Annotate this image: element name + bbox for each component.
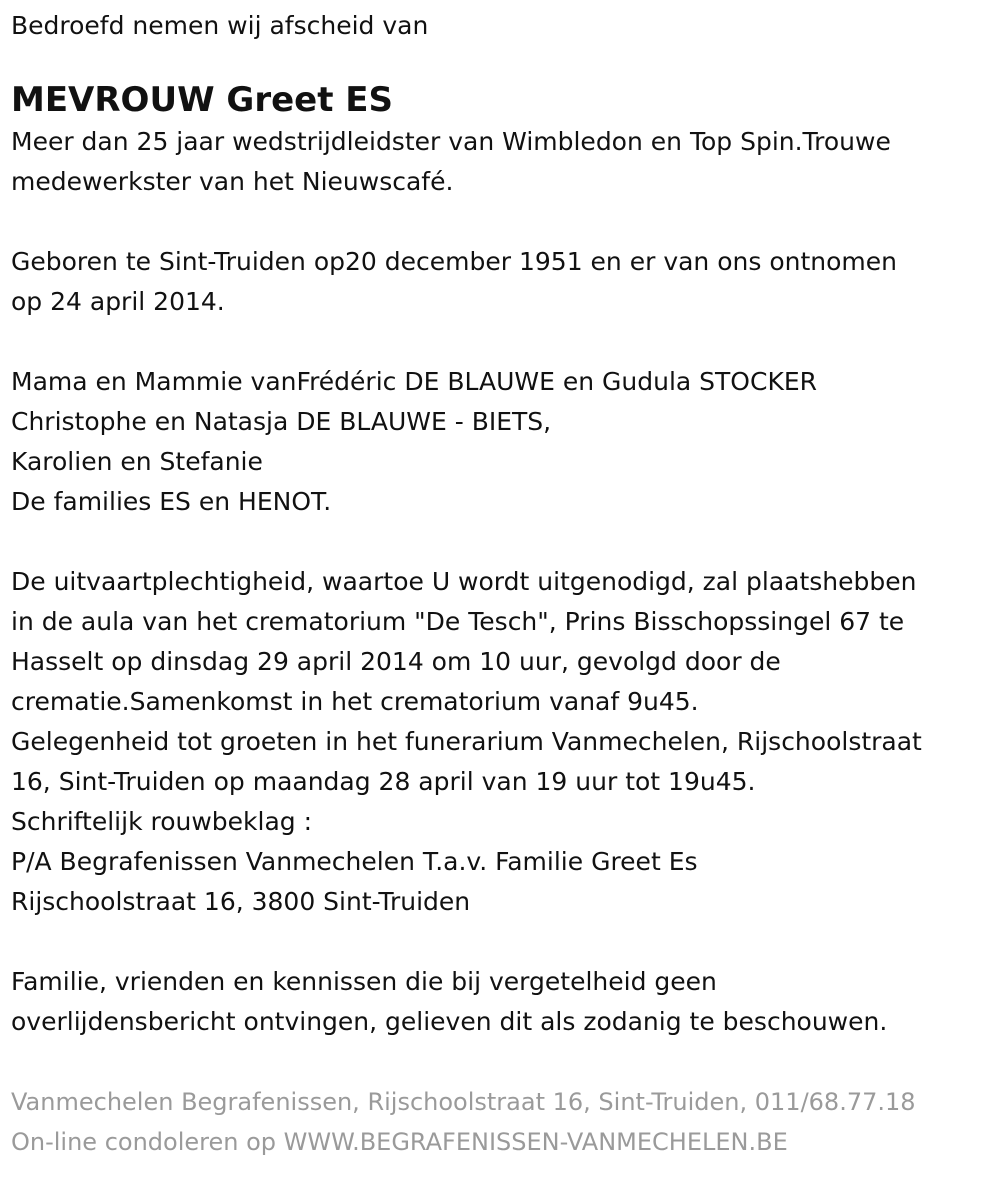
ceremony-line: crematie.Samenkomst in het crematorium vanaf 9u45. [11, 687, 699, 716]
paragraph-spacer [11, 322, 1000, 362]
family-paragraph [11, 362, 1000, 522]
notice-line: Familie, vrienden en kennissen die bij vergetelheid geen [11, 967, 717, 996]
ceremony-line: 16, Sint-Truiden op maandag 28 april van 19 uur tot 19u45. [11, 767, 756, 796]
ceremony-line: in de aula van het crematorium "De Tesch", Prins Bisschopssingel 67 te [11, 607, 905, 636]
ceremony-line: Hasselt op dinsdag 29 april 2014 om 10 uur, gevolgd door de [11, 647, 781, 676]
footer-website-line: On-line condoleren op WWW.BEGRAFENISSEN-VANMECHELEN.BE [11, 1128, 788, 1156]
paragraph-spacer [11, 522, 1000, 562]
family-line: De families ES en HENOT. [11, 487, 332, 516]
notice-paragraph [11, 962, 1000, 1042]
deceased-name: MEVROUW Greet ES [11, 80, 394, 120]
footer [11, 1082, 1000, 1162]
notice-line: overlijdensbericht ontvingen, gelieven dit als zodanig te beschouwen. [11, 1007, 888, 1036]
intro-text: Bedroefd nemen wij afscheid van [11, 11, 429, 40]
birth-paragraph [11, 242, 1000, 322]
ceremony-line: Gelegenheid tot groeten in het funerarium Vanmechelen, Rijschoolstraat [11, 727, 922, 756]
birth-line: Geboren te Sint-Truiden op20 december 1951 en er van ons ontnomen [11, 247, 897, 276]
paragraph-spacer [11, 922, 1000, 962]
family-line: Mama en Mammie vanFrédéric DE BLAUWE en Gudula STOCKER [11, 367, 818, 396]
career-line: Meer dan 25 jaar wedstrijdleidster van Wimbledon en Top Spin.Trouwe [11, 127, 891, 156]
ceremony-line: Schriftelijk rouwbeklag : [11, 807, 313, 836]
footer-contact-line: Vanmechelen Begrafenissen, Rijschoolstraat 16, Sint-Truiden, 011/68.77.18 [11, 1088, 916, 1116]
career-line: medewerkster van het Nieuwscafé. [11, 167, 454, 196]
ceremony-line: P/A Begrafenissen Vanmechelen T.a.v. Familie Greet Es [11, 847, 698, 876]
career-paragraph [11, 122, 1000, 202]
ceremony-line: Rijschoolstraat 16, 3800 Sint-Truiden [11, 887, 471, 916]
birth-line: op 24 april 2014. [11, 287, 225, 316]
family-line: Christophe en Natasja DE BLAUWE - BIETS, [11, 407, 552, 436]
family-line: Karolien en Stefanie [11, 447, 263, 476]
paragraph-spacer [11, 202, 1000, 242]
ceremony-paragraph [11, 562, 1000, 922]
ceremony-line: De uitvaartplechtigheid, waartoe U wordt uitgenodigd, zal plaatshebben [11, 567, 917, 596]
